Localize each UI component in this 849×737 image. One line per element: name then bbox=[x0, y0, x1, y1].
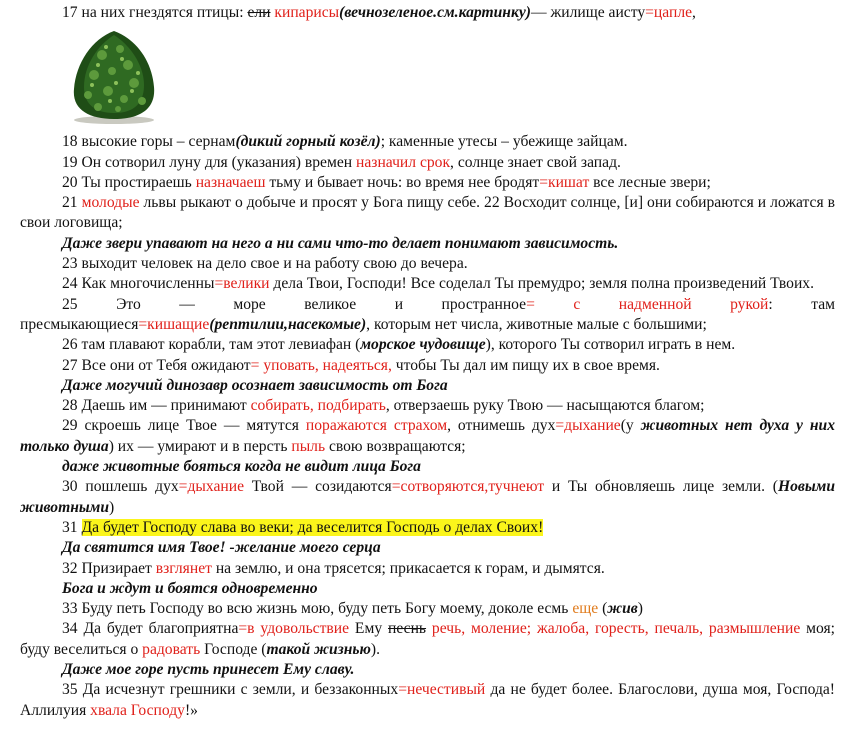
comment-1: Даже звери упавают на него а ни сами что-то делает понимают зависимость. bbox=[62, 234, 619, 252]
verse-18: 18 высокие горы – сернам(дикий горный козёл); каменные утесы – убежище зайцам. bbox=[62, 133, 628, 151]
verse-26: 26 там плавают корабли, там этот левиафан (морское чудовище), которого Ты сотворил играть в нем. bbox=[62, 336, 736, 354]
verse-19: 19 Он сотворил луну для (указания) времен назначил срок, солнце знает свой запад. bbox=[62, 153, 621, 171]
highlighted-text: Да будет Господу слава во веки; да веселится Господь о делах Своих! bbox=[81, 518, 544, 536]
comment-5: Бога и ждут и боятся одновременно bbox=[62, 579, 318, 597]
verse-29: 29 скроешь лице Твое — мятутся поражаются страхом, отнимешь дух=дыхание(у животных нет духа у них только душа) их — умирают и в персть пыль свою возвращаются; bbox=[20, 417, 835, 455]
comment-6: Даже мое горе пусть принесет Ему славу. bbox=[62, 661, 355, 679]
verse-31: 31 Да будет Господу слава во веки; да веселится Господь о делах Своих! bbox=[62, 518, 544, 536]
cypress-image-row bbox=[20, 25, 835, 132]
verse-35: 35 Да исчезнут грешники с земли, и беззаконных=нечестивый да не будет более. Благослови, душа моя, Господа! Аллилуия хвала Господу!» bbox=[20, 681, 835, 719]
verse-24: 24 Как многочисленны=велики дела Твои, Господи! Все соделал Ты премудро; земля полна произведений Твоих. bbox=[62, 275, 814, 293]
document-body bbox=[20, 3, 835, 721]
verse-30: 30 пошлешь дух=дыхание Твой — созидаются=сотворяются,тучнеют и Ты обновляешь лице земли. (Новыми животными) bbox=[20, 478, 836, 516]
comment-3: даже животные бояться когда не видит лица Бога bbox=[62, 458, 421, 476]
comment-4: Да святится имя Твое! -желание моего серца bbox=[62, 539, 381, 557]
verse-25: 25 Это — море великое и пространное= с надменной рукой: там пресмыкающиеся=кишащие(рептилии,насекомые), которым нет числа, животные малые с большими; bbox=[20, 295, 835, 333]
verse-32: 32 Призирает взглянет на землю, и она трясется; прикасается к горам, и дымятся. bbox=[62, 559, 605, 577]
verse-17: 17 на них гнездятся птицы: ели кипарисы(вечнозеленое.см.картинку)— жилище аисту=цапле, bbox=[62, 4, 696, 21]
verse-21-22: 21 молодые львы рыкают о добыче и просят у Бога пищу себе. 22 Восходит солнце, [и] они собираются и ложатся в свои логовища; bbox=[20, 194, 835, 232]
verse-33: 33 Буду петь Господу во всю жизнь мою, буду петь Богу моему, доколе есмь еще (жив) bbox=[62, 600, 643, 618]
verse-28: 28 Даешь им — принимают собирать, подбирать, отверзаешь руку Твою — насыщаются благом; bbox=[62, 397, 705, 415]
verse-34: 34 Да будет благоприятна=в удовольствие Ему песнь речь, моление; жалоба, горесть, печаль, размышление моя; буду веселиться о радовать Господе (такой жизнью). bbox=[20, 620, 836, 658]
comment-2: Даже могучий динозавр осознает зависимость от Бога bbox=[62, 376, 448, 394]
verse-20: 20 Ты простираешь назначаеш тьму и бывает ночь: во время нее бродят=кишат все лесные звери; bbox=[62, 173, 711, 191]
cypress-shrub-image bbox=[62, 25, 166, 125]
verse-27: 27 Все они от Тебя ожидают= уповать, надеяться, чтобы Ты дал им пищу их в свое время. bbox=[62, 356, 660, 374]
verse-23: 23 выходит человек на дело свое и на работу свою до вечера. bbox=[62, 255, 468, 273]
